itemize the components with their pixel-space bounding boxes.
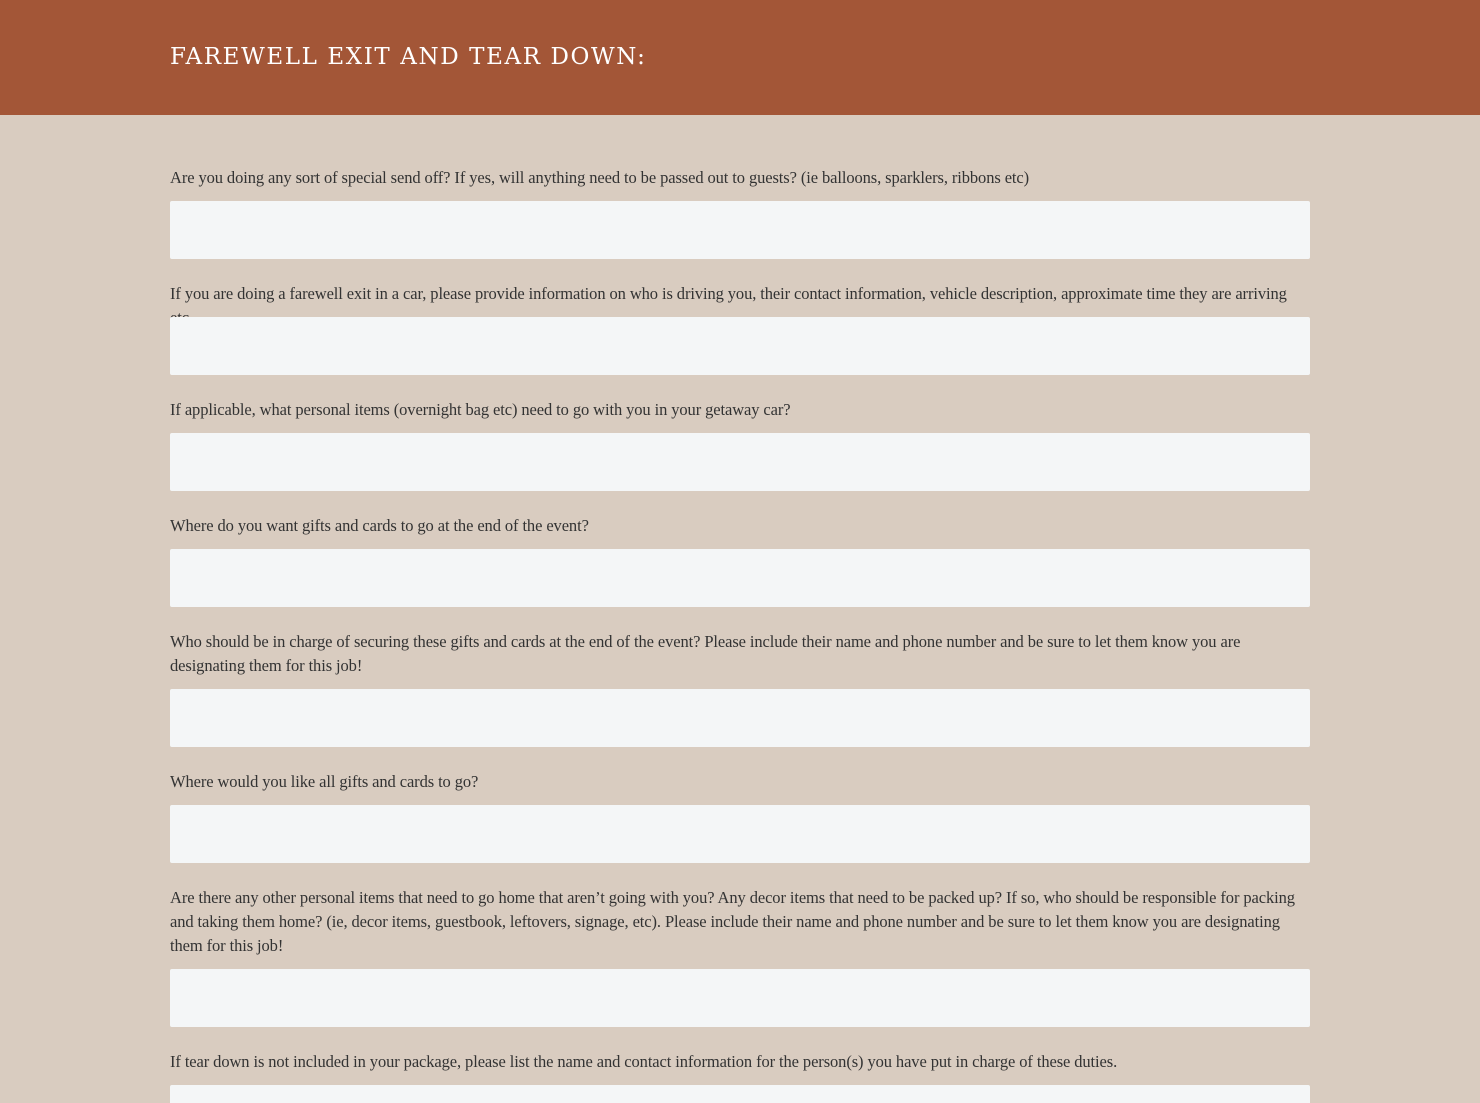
field-label-personal-items-car: If applicable, what personal items (overnight bag etc) need to go with you in your getaway car? [170,400,791,419]
field-label-send-off: Are you doing any sort of special send off? If yes, will anything need to be passed out to guests? (ie balloons, sparklers, ribbons etc) [170,168,1030,187]
gifts-guardian-input[interactable] [170,689,1310,747]
page-header [0,0,1480,115]
gifts-final-location-input[interactable] [170,805,1310,863]
gifts-destination-input[interactable] [170,549,1310,607]
page-title: FAREWELL EXIT AND TEAR DOWN: [170,44,647,70]
field-label-car-exit: If you are doing a farewell exit in a car, please provide information on who is driving you, their contact information, vehicle description, approximate time they are arriving [170,284,1287,303]
tear-down-input[interactable] [170,1085,1310,1103]
other-items-input[interactable] [170,969,1310,1027]
field-label-gifts-destination: Where do you want gifts and cards to go at the end of the event? [170,516,589,535]
personal-items-car-input[interactable] [170,433,1310,491]
field-label-gifts-guardian: Who should be in charge of securing these gifts and cards at the end of the event? Please include their name and phone number and be sure to let them know you are designating them for this job! [170,632,1241,675]
send-off-input[interactable] [170,201,1310,259]
car-exit-input[interactable] [170,317,1310,375]
field-label-tear-down: If tear down is not included in your package, please list the name and contact information for the person(s) you have put in charge of these duties. [170,1052,1118,1071]
field-label-other-items: Are there any other personal items that need to go home that aren’t going with you? Any decor items that need to be packed up? If so, who should be responsible for packing and taking them home? (ie, decor items, guestbook, leftovers, signage, etc). Please include their name and phone number and be sure to let them know you are designating them for this job! [170,888,1295,955]
field-label-gifts-final-location: Where would you like all gifts and cards to go? [170,772,479,791]
